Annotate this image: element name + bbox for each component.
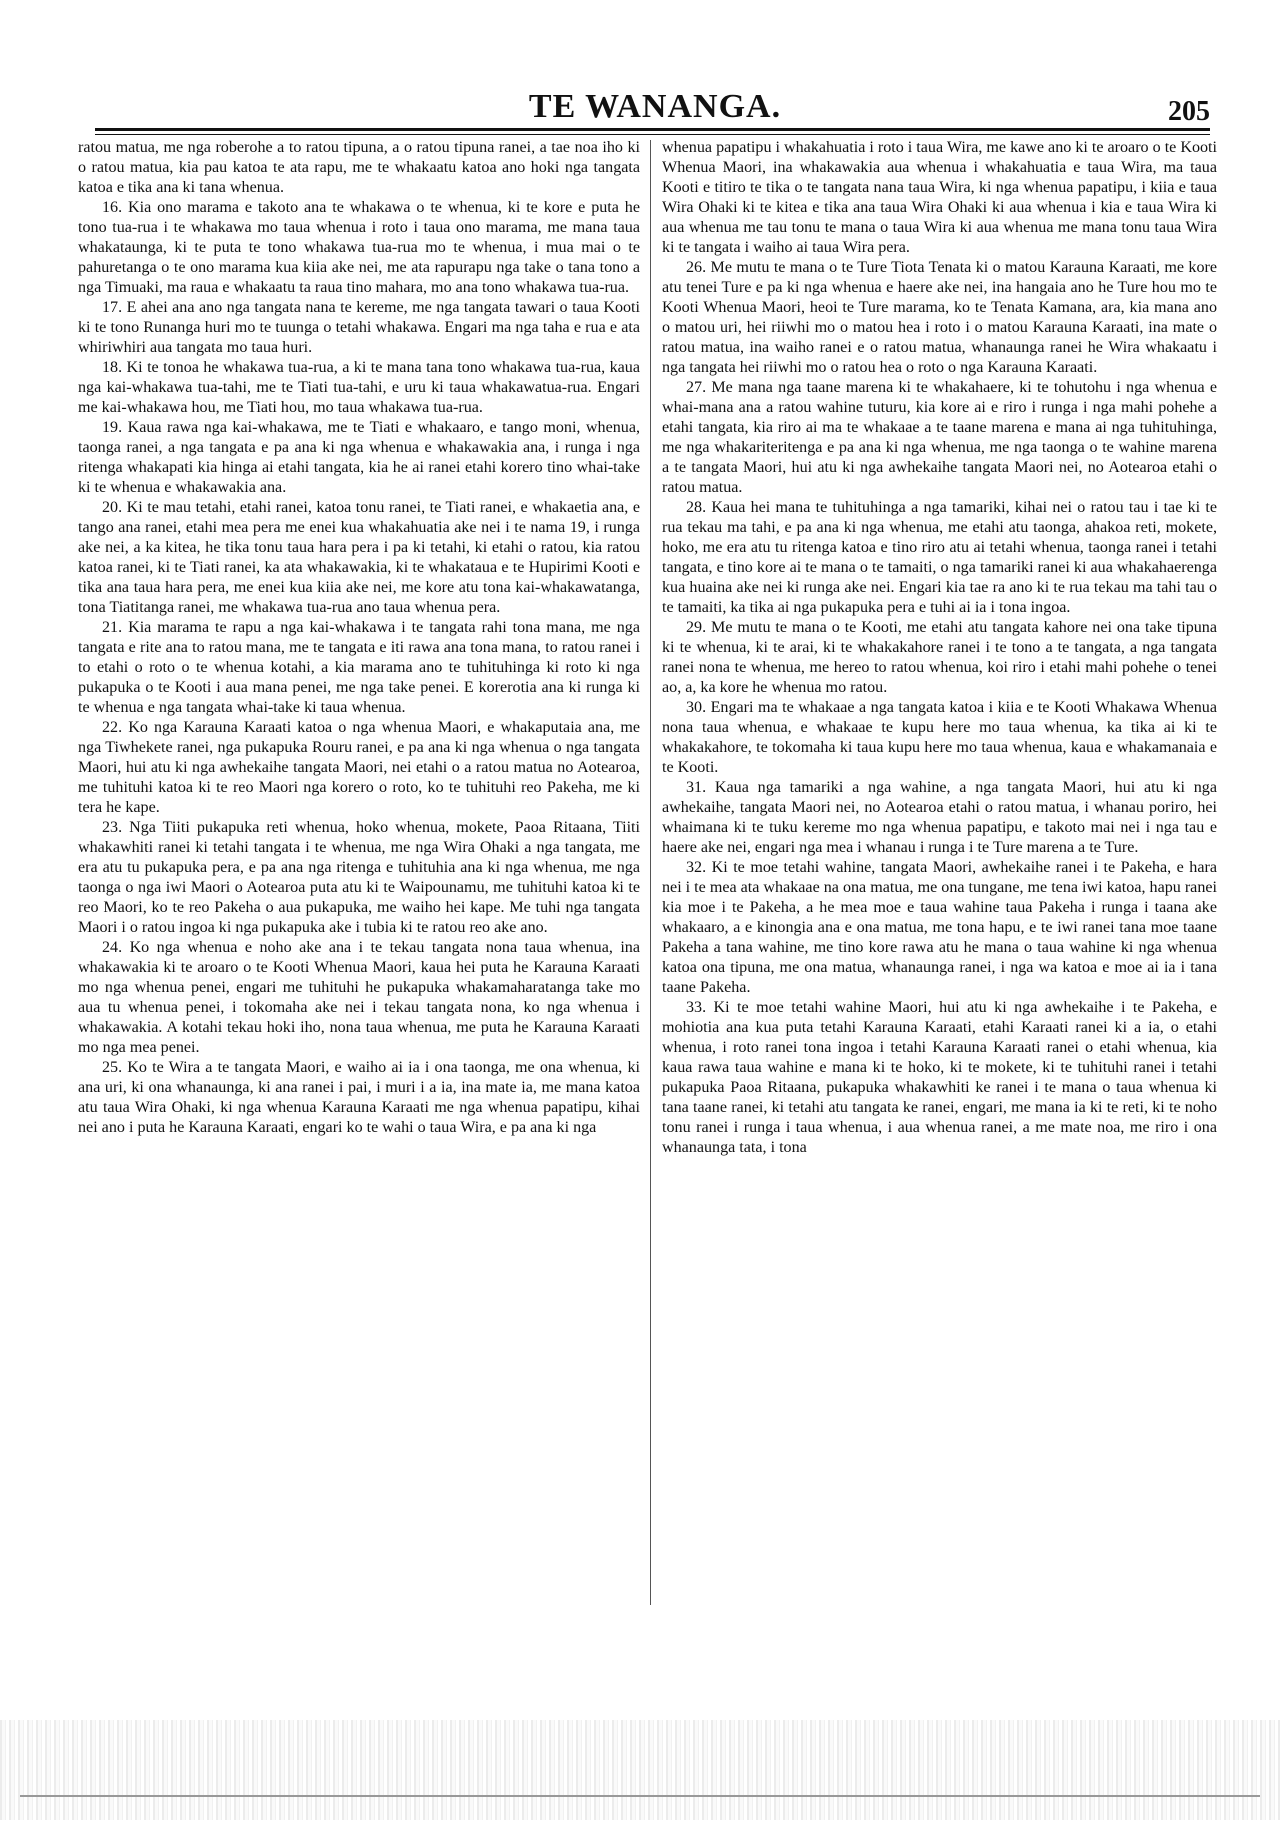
paragraph: 20. Ki te mau tetahi, etahi ranei, katoa tonu ranei, te Tiati ranei, e whakaetia ana, e tango ana ranei, etahi mea pera me enei kua whakahuatia ake nei i te nama 19, i runga ake nei, a ka kitea, he tika tonu taua hara pera i pa ki tetahi, ki etahi o ratou, kia ratou katoa ranei, ki te Tiati ranei, ka ata whakawakia, ki te whakataua e te Hupirimi Kooti e tika ana taua hara pera, me enei kua kiia ake nei, me kore atu tona kai-whakawatanga, tona Tiatitanga ranei, me whakawa tua-rua ano taua whenua pera.: [78, 499, 640, 616]
bottom-rule: [20, 1795, 1260, 1797]
header-rule: [95, 128, 1210, 131]
paragraph: 29. Me mutu te mana o te Kooti, me etahi atu tangata kahore nei ona take tipuna ki te whenua, ki te arai, ki te whakakahore ranei i te tono a te tangata, a nga tangata ranei nona te whenua, me hereo to ratou whenua, koi riro i etahi mahi pohehe o tenei ao, a, ka kore he whenua mo ratou.: [662, 619, 1217, 696]
paragraph: 23. Nga Tiiti pukapuka reti whenua, hoko whenua, mokete, Paoa Ritaana, Tiiti whakawhiti ranei ki tetahi tangata i te whenua, me nga Wira Ohaki a nga tangata, me era atu tu pukapuka pera, e pa ana nga ritenga e tuhituhia ana ki nga whenua, me nga taonga o nga iwi Maori o Aotearoa puta atu ki te Waipounamu, me tuhituhi katoa ki te reo Maori, ko te reo Pakeha o aua pukapuka, me waiho hei kape. Me tuhi nga tangata Maori i o ratou ingoa ki nga pukapuka ake i tubia ki te ratou reo ake ano.: [78, 819, 640, 936]
masthead-title: TE WANANGA.: [528, 88, 782, 125]
right-column: [662, 138, 1217, 1608]
paragraph: 27. Me mana nga taane marena ki te whakahaere, ki te tohutohu i nga whenua e whai-mana ana a ratou wahine tuturu, kia kore ai e riro i runga i nga mahi pohehe a etahi tangata, kia riro ai ma te whakaae a te taane marena e mana ai nga tuhituhinga, me nga whakariteritenga e pa ana ki nga whenua, me nga taonga o te wahine marena a te tangata Maori, hui atu ki nga awhekaihe tangata Maori nei, no Aotearoa etahi o ratou matua.: [662, 379, 1217, 496]
paragraph: 18. Ki te tonoa he whakawa tua-rua, a ki te mana tana tono whakawa tua-rua, kaua nga kai-whakawa tua-tahi, me te Tiati tua-tahi, e uru ki taua whakawatua-rua. Engari me kai-whakawa hou, me Tiati hou, mo taua whakawa tua-rua.: [78, 359, 640, 416]
paragraph: 31. Kaua nga tamariki a nga wahine, a nga tangata Maori, hui atu ki nga awhekaihe, tangata Maori nei, no Aotearoa etahi o ratou matua, i whanau poriro, hei whaimana ki te tuku kereme mo nga whenua papatipu, e takoto mai nei i nga tau e haere ake nei, engari nga mea i whanau i runga i te Ture marena a te Ture.: [662, 779, 1217, 856]
paragraph: 21. Kia marama te rapu a nga kai-whakawa i te tangata rahi tona mana, me nga tangata e rite ana to ratou mana, me te tangata e iti rawa ana tona mana, to ratou ranei i to etahi o roto o te whenua kotahi, a kia marama ano te tuhituhinga ki roto ki nga pukapuka o te Kooti i aua mana penei, me nga take penei. E korerotia ana ki runga ki te whenua e nga tangata whai-take ki taua whenua.: [78, 619, 640, 716]
left-column: [78, 138, 640, 1608]
paragraph: 30. Engari ma te whakaae a nga tangata katoa i kiia e te Kooti Whakawa Whenua nona taua whenua, e whakaae te kupu here mo taua whenua, ka tika ai ki te whakakahore, te tokomaha ki taua kupu here mo taua whenua, kaua e whakamanaia e te Kooti.: [662, 699, 1217, 776]
paragraph: 32. Ki te moe tetahi wahine, tangata Maori, awhekaihe ranei i te Pakeha, e hara nei i te mea ata whakaae na ona matua, me ona tungane, me tena iwi katoa, hapu ranei kia moe i te Pakeha, a he mea moe e taua wahine taua Pakeha i runga i taana ake whakaaro, a e kinongia ana e ona matua, me tona hapu, e te iwi ranei tana moe taane Pakeha a tana wahine, me tino kore rawa atu he mana o taua wahine ki nga whenua katoa ona tipuna, me ona matua, whanaunga ranei, i nga wa katoa e moe ai ia i tana taane Pakeha.: [662, 859, 1217, 996]
paragraph: 17. E ahei ana ano nga tangata nana te kereme, me nga tangata tawari o taua Kooti ki te tono Runanga huri mo te tuunga o tetahi whakawa. Engari ma nga taha e rua e ata whiriwhiri aua tangata mo taua huri.: [78, 299, 640, 356]
paragraph: 28. Kaua hei mana te tuhituhinga a nga tamariki, kihai nei o ratou tau i tae ki te rua tekau ma tahi, e pa ana ki nga whenua, me etahi atu taonga, ahakoa reti, mokete, hoko, me era atu tu ritenga katoa e tino riro atu ai tetahi whenua, taonga ranei i tetahi tangata, e tino kore ai te mana o te tamaiti, o nga tamariki ranei ki aua whakahaerenga kua huaina ake nei ki runga ake nei. Engari kia tae ra ano ki te rua tekau ma tahi tau o te tamaiti, ka tika ai nga pukapuka pera e tuhi ai ia i tona ingoa.: [662, 499, 1217, 616]
paragraph: 26. Me mutu te mana o te Ture Tiota Tenata ki o matou Karauna Karaati, me kore atu tenei Ture e pa ki nga whenua e haere ake nei, ina hangaia ano he Ture hou mo te Kooti Whenua Maori, heoi te Ture marama, ko te Tenata Kamana, ara, kia mana ano o matou uri, hei riiwhi mo o matou hea i roto i o matou Karauna Karaati, ina mate o ratou matua, ina waiho ranei e o ratou matua, whanaunga ranei he Wira whakaatu i nga tangata hei riiwhi mo o ratou hea o roto o nga Karauna Karaati.: [662, 259, 1217, 376]
paragraph: 33. Ki te moe tetahi wahine Maori, hui atu ki nga awhekaihe i te Pakeha, e mohiotia ana kua puta tetahi Karauna Karaati, etahi Karaati ranei ki a ia, o etahi whenua, i roto ranei tona ingoa i tetahi Karauna Karaati ranei o etahi whenua, kia kaua rawa taua wahine e mana ki te hoko, ki te mokete, ki te tuhituhi ranei i tetahi pukapuka Paoa Ritaana, pukapuka whakawhiti ke ranei i te mana o taua whenua ki tana taane ranei, ki tetahi atu tangata ke ranei, engari, me mana ia ki te reti, ki te noho tonu ranei i runga i taua whenua, i aua whenua ranei, a me mate noa, me riro i ona whanaunga tata, i tona: [662, 999, 1217, 1156]
column-divider: [650, 140, 651, 1605]
paragraph: 16. Kia ono marama e takoto ana te whakawa o te whenua, ki te kore e puta he tono tua-rua i te whakawa mo taua whenua i roto i taua ono marama, me mana taua whakataunga, ki te puta te tono whakawa tua-rua mo te whenua, i mua mai o te pahuretanga o te ono marama kua kiia ake nei, me ata rapurapu nga take o tana tono a nga Timuaki, ma raua e whakaatu ta raua tino mahara, mo ana tono whakawa tua-rua.: [78, 199, 640, 296]
paragraph: 24. Ko nga whenua e noho ake ana i te tekau tangata nona taua whenua, ina whakawakia ki te aroaro o te Kooti Whenua Maori, kaua hei puta he Karauna Karaati mo nga whenua penei, engari me tuhituhi he pukapuka whakamaharatanga take mo aua tu whenua penei, i tokomaha ake nei i tekau tangata nona, ko nga whenua i whakawakia. A kotahi tekau hoki iho, nona taua whenua, me puta he Karauna Karaati mo nga mea penei.: [78, 939, 640, 1056]
paragraph: whenua papatipu i whakahuatia i roto i taua Wira, me kawe ano ki te aroaro o te Kooti Whenua Maori, ina whakawakia aua whenua i whakahuatia e taua Wira, ma taua Kooti e titiro te tika o te tangata nana taua Wira, ki nga whenua papatipu, i kiia e taua Wira Ohaki ki te kitea e tika ana taua Wira Ohaki ki aua whenua i kia e taua Wira ki aua whenua me tau tonu te mana o taua Wira ki aua whenua me mana tonu taua Wira ki te tangata i waiho ai taua Wira pera.: [662, 139, 1217, 256]
paragraph: ratou matua, me nga roberohe a to ratou tipuna, a o ratou tipuna ranei, a tae noa iho ki o ratou matua, kia pau katoa te ata rapu, me te whakaatu katoa ano hoki nga tangata katoa e tika ana ki tana whenua.: [78, 139, 640, 196]
page-number: 205: [1168, 96, 1210, 127]
paragraph: 19. Kaua rawa nga kai-whakawa, me te Tiati e whakaaro, e tango moni, whenua, taonga ranei, a nga tangata e pa ana ki nga whenua e whakawakia ana, i runga i nga ritenga whakapati kia hinga ai etahi tangata, kia he ai ranei etahi korero tino whai-take ki te whenua e whakawakia ana.: [78, 419, 640, 496]
scan-noise-band: [0, 1720, 1280, 1820]
header-rule-thin: [95, 134, 1210, 135]
paragraph: 25. Ko te Wira a te tangata Maori, e waiho ai ia i ona taonga, me ona whenua, ki ana uri, ki ona whanaunga, ki ana ranei i pai, i muri i a ia, ina mate ia, me mana katoa atu taua Wira Ohaki, ki nga whenua Karauna Karaati me nga whenua papatipu, kihai nei ano i puta he Karauna Karaati, engari ko te wahi o taua Wira, e pa ana ki nga: [78, 1059, 640, 1136]
paragraph: 22. Ko nga Karauna Karaati katoa o nga whenua Maori, e whakaputaia ana, me nga Tiwhekete ranei, nga pukapuka Rouru ranei, e pa ana ki nga whenua o nga tangata Maori, hui atu ki nga awhekaihe tangata Maori, nei etahi o a ratou matua no Aotearoa, me tuhituhi katoa ki te reo Maori nga korero o roto, ko te tuhituhi reo Pakeha, me ki tera he kape.: [78, 719, 640, 816]
page-header: [100, 88, 1210, 128]
